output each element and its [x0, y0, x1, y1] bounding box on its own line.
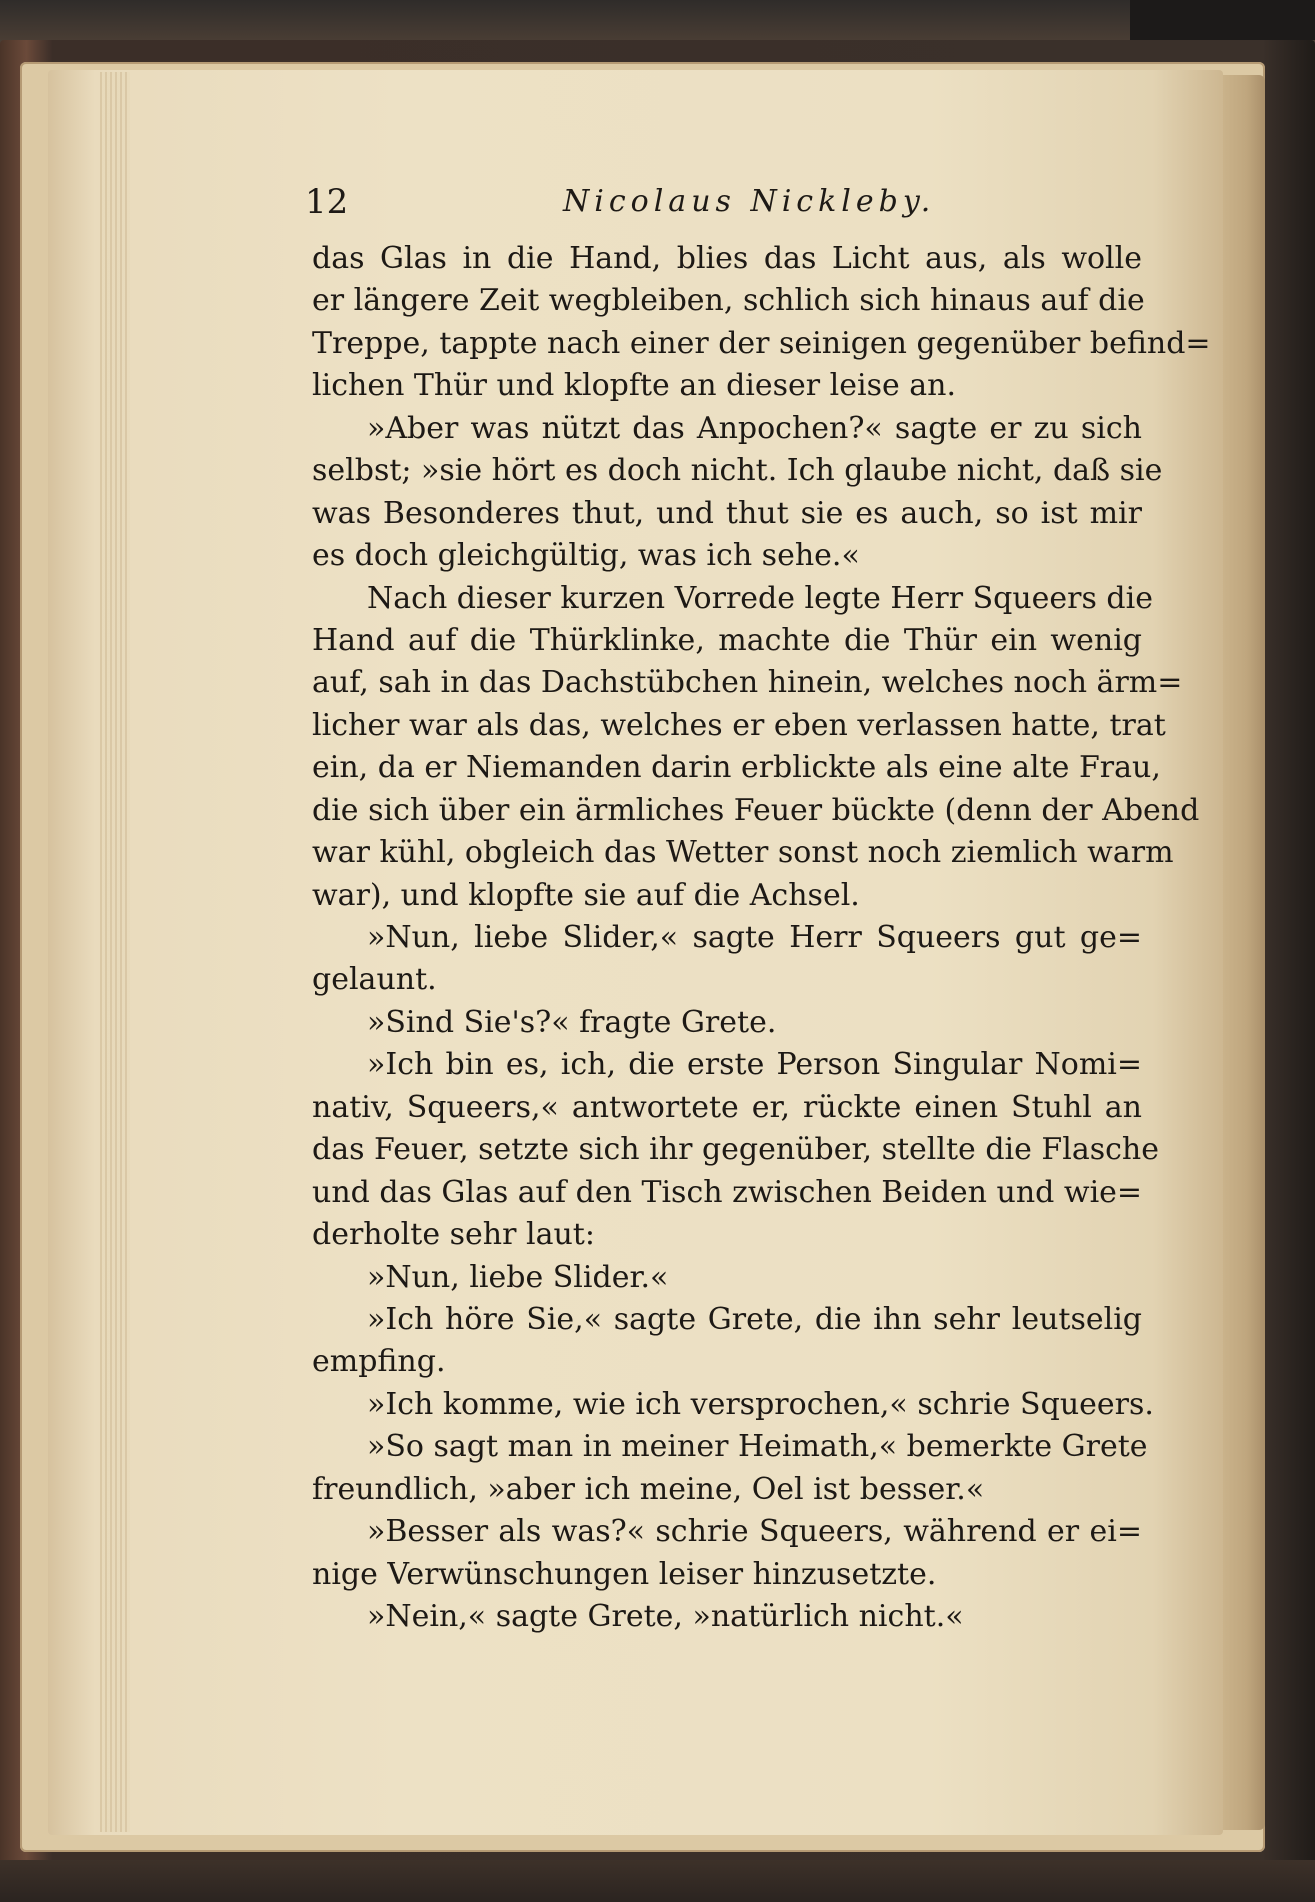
text-line: Nach dieser kurzen Vorrede legte Herr Squeers die — [367, 580, 1153, 616]
page-header — [305, 182, 1145, 232]
text-line: »So sagt man in meiner Heimath,« bemerkte Grete — [367, 1429, 1148, 1465]
text-line: Treppe, tappte nach einer der seinigen gegenüber befind= — [312, 325, 1211, 361]
text-line: empfing. — [312, 1344, 446, 1380]
text-line: licher war als das, welches er eben verlassen hatte, trat — [312, 707, 1166, 743]
text-line: »Ich bin es, ich, die erste Person Singular Nomi= — [367, 1047, 1142, 1083]
text-line: »Nun, liebe Slider.« — [367, 1259, 669, 1295]
text-line: »Ich höre Sie,« sagte Grete, die ihn sehr leutselig — [367, 1301, 1142, 1337]
background-corner — [1130, 0, 1315, 40]
text-line: »Nein,« sagte Grete, »natürlich nicht.« — [367, 1599, 964, 1634]
text-line: »Aber was nützt das Anpochen?« sagte er zu sich — [367, 410, 1142, 446]
text-line: auf, sah in das Dachstübchen hinein, welches noch ärm= — [312, 665, 1183, 701]
text-line: die sich über ein ärmliches Feuer bückte (denn der Abend — [312, 792, 1200, 828]
page-fore-edge — [1220, 75, 1265, 1830]
text-line: war), und klopfte sie auf die Achsel. — [312, 877, 860, 913]
gutter-page-lines — [100, 72, 130, 1832]
text-line: ein, da er Niemanden darin erblickte als eine alte Frau, — [312, 750, 1161, 786]
text-line: was Besonderes thut, und thut sie es auch, so ist mir — [312, 495, 1142, 531]
text-line: er längere Zeit wegbleiben, schlich sich hinaus auf die — [312, 283, 1145, 319]
body-text — [312, 238, 1211, 1638]
text-line: es doch gleichgültig, was ich sehe.« — [312, 538, 860, 574]
text-line: »Sind Sie's?« fragte Grete. — [367, 1004, 777, 1040]
text-line: lichen Thür und klopfte an dieser leise an. — [312, 368, 957, 404]
text-line: nige Verwünschungen leiser hinzusetzte. — [312, 1556, 937, 1592]
background-top — [0, 0, 1315, 45]
text-line: selbst; »sie hört es doch nicht. Ich glaube nicht, daß sie — [312, 453, 1163, 489]
page-number: 12 — [305, 182, 349, 222]
text-line: und das Glas auf den Tisch zwischen Beiden und wie= — [312, 1174, 1143, 1210]
text-line: derholte sehr laut: — [312, 1217, 595, 1253]
book-cover-bottom — [0, 1860, 1315, 1902]
text-line: nativ, Squeers,« antwortete er, rückte einen Stuhl an — [312, 1089, 1142, 1125]
text-line: gelaunt. — [312, 962, 437, 998]
text-line: »Besser als was?« schrie Squeers, während er ei= — [367, 1514, 1142, 1550]
text-line: freundlich, »aber ich meine, Oel ist besser.« — [312, 1471, 985, 1507]
text-line: das Glas in die Hand, blies das Licht aus, als wolle — [312, 241, 1142, 276]
text-line: war kühl, obgleich das Wetter sonst noch ziemlich warm — [312, 835, 1174, 871]
text-line: Hand auf die Thürklinke, machte die Thür ein wenig — [312, 622, 1142, 658]
text-line: das Feuer, setzte sich ihr gegenüber, stellte die Flasche — [312, 1132, 1159, 1168]
text-line: »Ich komme, wie ich versprochen,« schrie Squeers. — [367, 1386, 1154, 1422]
running-title: Nicolaus Nickleby. — [563, 184, 936, 219]
text-line: »Nun, liebe Slider,« sagte Herr Squeers gut ge= — [367, 920, 1142, 955]
